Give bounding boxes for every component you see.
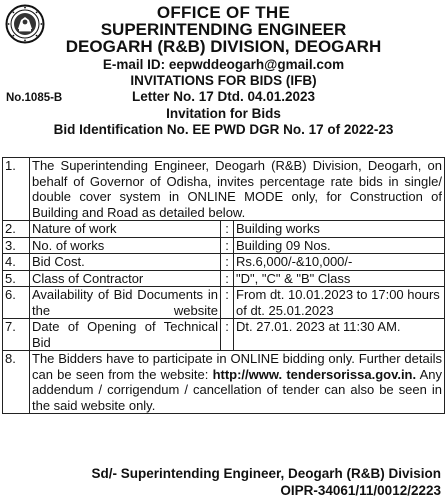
- row-number: 2.: [3, 221, 30, 238]
- row-value: From dt. 10.01.2023 to 17:00 hours of dt. 25.01.2023: [234, 287, 445, 319]
- row-number: 6.: [3, 287, 30, 319]
- row-value: Dt. 27.01. 2023 at 11:30 AM.: [234, 319, 445, 351]
- bid-details-table: [2, 157, 445, 414]
- row-colon: :: [221, 287, 234, 319]
- office-heading: OFFICE OF THE: [156, 3, 291, 22]
- row-colon: :: [221, 270, 234, 287]
- row-value: Building works: [234, 221, 445, 238]
- signature-line: Sd/- Superintending Engineer, Deogarh (R&B) Division: [91, 466, 441, 481]
- row-colon: :: [221, 254, 234, 271]
- row-number: 4.: [3, 254, 30, 271]
- bid-identification: Bid Identification No. EE PWD DGR No. 17 of 2022-23: [53, 122, 394, 137]
- row-label: Nature of work: [30, 221, 221, 238]
- row-value: Building 09 Nos.: [234, 237, 445, 254]
- row-colon: :: [221, 319, 234, 351]
- row-number: 3.: [3, 237, 30, 254]
- row-label: No. of works: [30, 237, 221, 254]
- row-text: [30, 351, 445, 414]
- table-row: [3, 287, 445, 319]
- table-row: [3, 158, 445, 221]
- table-row: [3, 221, 445, 238]
- row-colon: :: [221, 237, 234, 254]
- row-number: 5.: [3, 270, 30, 287]
- email-line: E-mail ID: eepwddeogarh@gmail.com: [102, 57, 345, 72]
- row-label: Bid Cost.: [30, 254, 221, 271]
- oipr-number: OIPR-34061/11/0012/2223: [280, 483, 441, 498]
- row-number: 1.: [3, 158, 30, 221]
- row-number: 7.: [3, 319, 30, 351]
- row-value: "D", "C" & "B" Class: [234, 270, 445, 287]
- row-colon: :: [221, 221, 234, 238]
- row-label: Date of Opening of Technical Bid: [30, 319, 221, 351]
- letter-number: Letter No. 17 Dtd. 04.01.2023: [131, 89, 316, 104]
- invitation-heading: Invitation for Bids: [166, 106, 281, 121]
- table-row: [3, 237, 445, 254]
- tender-website-link[interactable]: http://www. tendersorissa.gov.in.: [212, 366, 417, 382]
- table-row: [3, 351, 445, 414]
- row-text-part: The Bidders have to participate in ONLINE bidding only. Further details can be seen from the website:: [32, 351, 442, 382]
- table-row: [3, 319, 445, 351]
- division-heading: DEOGARH (R&B) DIVISION, DEOGARH: [65, 37, 382, 56]
- ifb-heading: INVITATIONS FOR BIDS (IFB): [130, 73, 317, 88]
- row-text-part: Any addendum / corrigendum / cancellation of tender can also be seen in the said website only.: [32, 366, 443, 413]
- row-label: Availability of Bid Documents in the website: [30, 287, 221, 319]
- table-row: [3, 254, 445, 271]
- row-value: Rs.6,000/-&10,000/-: [234, 254, 445, 271]
- row-label: Class of Contractor: [30, 270, 221, 287]
- row-text: The Superintending Engineer, Deogarh (R&B) Division, Deogarh, on behalf of Governor of Odisha, invites percentage rate bids in single/ double cover system in ONLINE MODE only, for Construction of Building and Road as detailed below.: [30, 158, 445, 221]
- reference-number: No.1085-B: [6, 92, 63, 104]
- table-row: [3, 270, 445, 287]
- engineer-heading: SUPERINTENDING ENGINEER: [100, 20, 347, 39]
- row-number: 8.: [3, 351, 30, 414]
